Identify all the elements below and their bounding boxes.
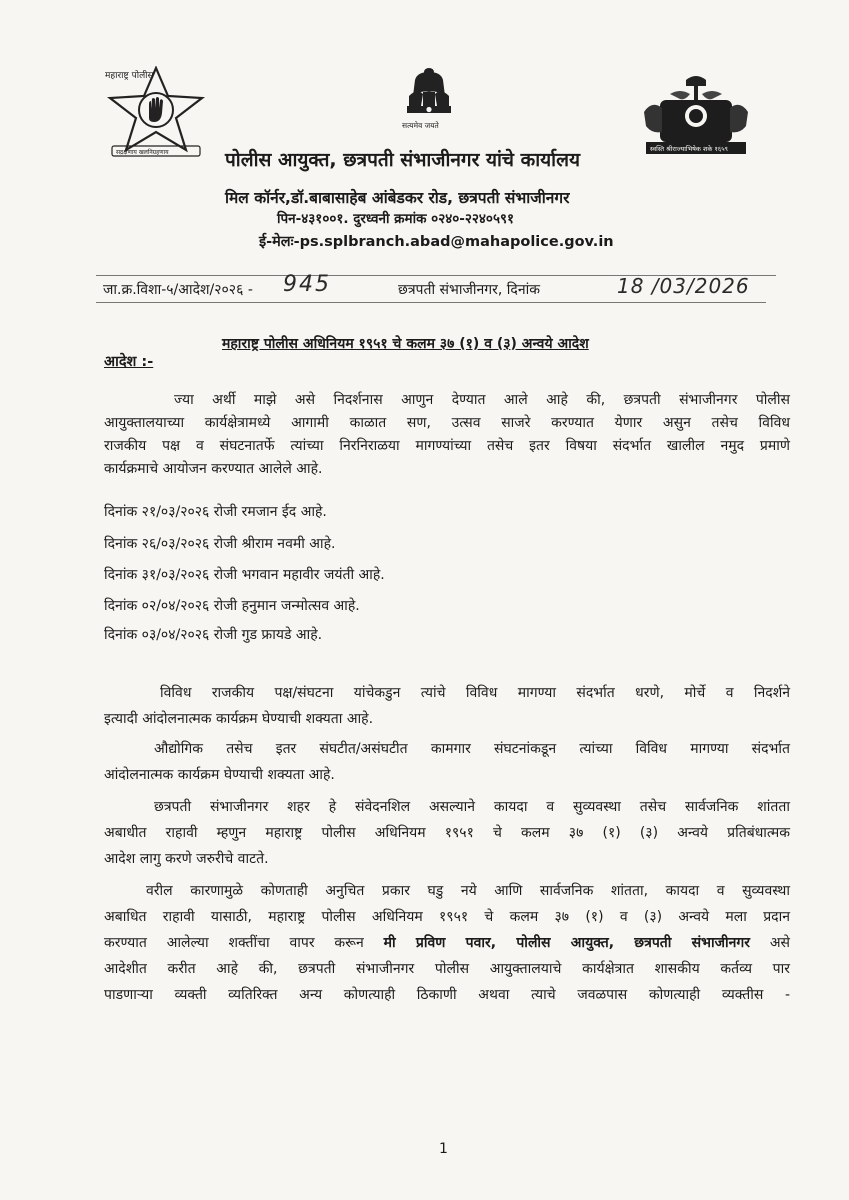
para5-line3-end: असे	[749, 935, 790, 951]
office-email: ई-मेलः-ps.splbranch.abad@mahapolice.gov.in	[259, 234, 614, 250]
para3-line1: औद्योगिक तसेच इतर संघटीत/असंघटीत कामगार संघटनांकडून त्यांच्या विविध मागण्या संदर्भात	[154, 741, 790, 757]
para5-line1: वरील कारणामुळे कोणताही अनुचित प्रकार घडु नये आणि सार्वजनिक शांतता, कायदा व सुव्यवस्था	[146, 883, 790, 899]
order-label: आदेश :-	[104, 354, 154, 370]
date-item: दिनांक २६/०३/२०२६ रोजी श्रीराम नवमी आहे.	[104, 536, 336, 552]
para2-line2: इत्यादी आंदोलनात्मक कार्यक्रम घेण्याची शक्यता आहे.	[104, 711, 374, 727]
date-item: दिनांक ३१/०३/२०२६ रोजी भगवान महावीर जयंती आहे.	[104, 567, 385, 583]
para5-line5: पाडणाऱ्या व्यक्ती व्यतिरिक्त अन्य कोणत्याही ठिकाणी अथवा त्याचे जवळपास कोणत्याही व्यक्तीस -	[104, 987, 790, 1003]
para5-line4: आदेशीत करीत आहे की, छत्रपती संभाजीनगर पोलीस आयुक्तालयाचे कार्यक्षेत्रात शासकीय कर्तव्य पार	[104, 961, 790, 977]
date-item: दिनांक ०३/०४/२०२६ रोजी गुड फ्रायडे आहे.	[104, 627, 323, 643]
page-number: 1	[439, 1141, 448, 1157]
reference-number: जा.क्र.विशा-५/आदेश/२०२६ -	[103, 282, 253, 298]
date-item: दिनांक २१/०३/२०२६ रोजी रमजान ईद आहे.	[104, 504, 327, 520]
city-date-label: छत्रपती संभाजीनगर, दिनांक	[398, 282, 540, 298]
date-item: दिनांक ०२/०४/२०२६ रोजी हनुमान जन्मोत्सव आहे.	[104, 598, 360, 614]
pin-phone: पिन-४३१००१. दुरध्वनी क्रमांक ०२४०-२२४०५९१	[277, 211, 514, 227]
para3-line2: आंदोलनात्मक कार्यक्रम घेण्याची शक्यता आहे.	[104, 767, 335, 783]
office-title: पोलीस आयुक्त, छत्रपती संभाजीनगर यांचे कार्यालय	[225, 149, 580, 171]
para1-line1: ज्या अर्थी माझे असे निदर्शनास आणुन देण्यात आले आहे की, छत्रपती संभाजीनगर पोलीस	[174, 392, 790, 408]
para2-line1: विविध राजकीय पक्ष/संघटना यांचेकडुन त्यांचे विविध मागण्या संदर्भात धरणे, मोर्चे व निदर्शने	[160, 685, 790, 701]
para4-line3: आदेश लागु करणे जरुरीचे वाटते.	[104, 851, 269, 867]
police-logo-text: महाराष्ट्र पोलीस	[105, 71, 154, 81]
para5-line3-start: करण्यात आलेल्या शक्तींचा वापर करून	[104, 935, 384, 951]
subject-heading: महाराष्ट्र पोलीस अधिनियम १९५१ चे कलम ३७ (१) व (३) अन्वये आदेश	[222, 336, 589, 352]
reference-handwritten-number: 945	[283, 272, 331, 297]
para4-line1: छत्रपती संभाजीनगर शहर हे संवेदनशिल असल्याने कायदा व सुव्यवस्था तसेच सार्वजनिक शांतता	[154, 799, 790, 815]
office-address: मिल कॉर्नर,डॉ.बाबासाहेब आंबेडकर रोड, छत्रपती संभाजीनगर	[225, 189, 570, 207]
para1-line4: कार्यक्रमाचे आयोजन करण्यात आलेले आहे.	[104, 461, 323, 477]
police-logo-motto: सद्रक्षणाय खलनिग्रहणाय	[116, 149, 169, 156]
emblem-motto: सत्यमेव जयते	[402, 121, 439, 130]
right-logo-banner: स्वस्ति श्रीराज्याभिषेक शके १६५९	[650, 145, 728, 153]
commissioner-name: मी प्रविण पवार, पोलीस आयुक्त, छत्रपती संभाजीनगर	[383, 935, 750, 951]
national-emblem-icon	[393, 66, 465, 132]
para5-line2: अबाधित राहावी यासाठी, महाराष्ट्र पोलीस अधिनियम १९५१ चे कलम ३७ (१) व (३) अन्वये मला प्रदान	[104, 909, 790, 925]
para1-line2: आयुक्तालयाच्या कार्यक्षेत्रामध्ये आगामी काळात सण, उत्सव साजरे करण्यात येणार असुन तसेच विविध	[104, 415, 790, 431]
handwritten-date: 18 /03/2026	[617, 274, 750, 298]
divider-bottom	[96, 302, 766, 303]
para1-line3: राजकीय पक्ष व संघटनातर्फे त्यांच्या निरनिराळया मागण्यांच्या तसेच इतर विषया संदर्भात खालील नमुद प्रमाणे	[104, 438, 790, 454]
para5-line3	[104, 932, 790, 956]
maharashtra-police-logo	[102, 66, 210, 158]
para4-line2: अबाधीत राहावी म्हणुन महाराष्ट्र पोलीस अधिनियम १९५१ चे कलम ३७ (१) (३) अन्वये प्रतिबंधात्मक	[104, 825, 790, 841]
